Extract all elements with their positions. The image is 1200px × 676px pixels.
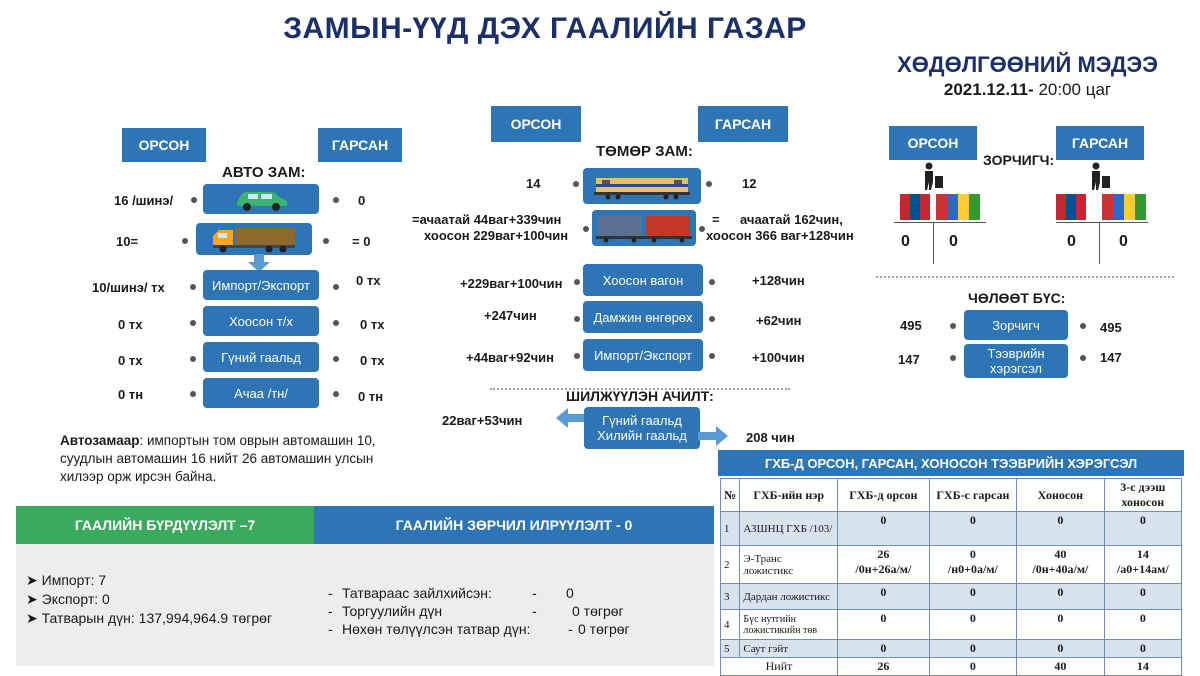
table-title: ГХБ-Д ОРСОН, ГАРСАН, ХОНОСОН ТЭЭВРИЙН ХЭРЭГСЭЛ <box>718 450 1184 476</box>
row-in: 0 <box>838 610 930 640</box>
row-out: 0 <box>929 610 1017 640</box>
table-row <box>721 512 1182 546</box>
road-note-bold: Автозамаар <box>60 433 140 448</box>
pass-out-value: 0 <box>1067 233 1076 250</box>
violation-item-label: Торгуулийн дүн <box>342 603 443 619</box>
violation-item: - Нөхөн төлүүлсэн татвар дүн: - 0 төгрөг <box>328 621 630 637</box>
dot <box>1080 355 1086 361</box>
dot <box>1080 323 1086 329</box>
divider <box>1056 222 1148 223</box>
row-stay <box>1017 546 1105 584</box>
registration-header: ГААЛИЙН БҮРДҮҮЛЭЛТ –7 <box>16 506 314 544</box>
row-over: 0 <box>1104 584 1181 610</box>
dot <box>333 197 339 203</box>
table-header: ГХБ-с гарсан <box>929 479 1017 512</box>
road-out-header: ГАРСАН <box>318 128 402 162</box>
row-name: Дардан ложистикс <box>740 584 838 610</box>
free-row-box: Зорчигч <box>964 310 1068 340</box>
dot <box>574 316 580 322</box>
violation-item-label: Нөхөн төлүүлсэн татвар дүн: <box>342 621 531 637</box>
row-stay-value: 40 <box>1054 547 1067 561</box>
transfer-box-line2: Хилийн гаальд <box>597 428 687 443</box>
table-row <box>721 546 1182 584</box>
row-over: 0 <box>1104 640 1181 658</box>
dot <box>573 181 579 187</box>
pass-out-header: ГАРСАН <box>1056 126 1144 160</box>
road-note-text: : импортын том оврын автомашин 10, суудлын автомашин 16 нийт 26 автомашин улсын хилээр орж ирсэн байна. <box>60 433 376 484</box>
violation-item-value: 0 төгрөг <box>572 603 624 619</box>
loco-box <box>583 168 701 204</box>
table-header: Хоносон <box>1017 479 1105 512</box>
rail-row-in: +229ваг+100чин <box>460 276 563 291</box>
row-in: 0 <box>838 584 930 610</box>
wagon-box <box>592 210 696 246</box>
arrow-right-icon <box>698 424 728 448</box>
row-stay: 0 <box>1017 512 1105 546</box>
registration-item: ➤ Импорт: 7 <box>26 572 107 588</box>
row-stay: 0 <box>1017 640 1105 658</box>
row-in: 0 <box>838 640 930 658</box>
vehicles-table <box>720 478 1182 676</box>
news-title: ХӨДӨЛГӨӨНИЙ МЭДЭЭ <box>897 52 1158 77</box>
dot <box>709 353 715 359</box>
violation-item-value: 0 төгрөг <box>578 621 630 637</box>
row-over-value: 14 <box>1136 547 1149 561</box>
dot <box>333 320 339 326</box>
rail-row-out: +128чин <box>752 273 805 288</box>
dot <box>333 284 339 290</box>
road-row-box: Гүний гаальд <box>203 342 319 372</box>
transfer-left: 22ваг+53чин <box>442 413 523 428</box>
truck-icon <box>209 225 299 253</box>
violation-item: - Татвараас зайлхийсэн: - 0 <box>328 585 574 601</box>
table-header: № <box>721 479 740 512</box>
transfer-title: ШИЛЖҮҮЛЭН АЧИЛТ: <box>566 388 714 404</box>
divider <box>933 222 934 264</box>
rail-out-header: ГАРСАН <box>698 106 788 142</box>
arrow-left-icon <box>556 406 586 442</box>
row-stay: 0 <box>1017 610 1105 640</box>
row-name: АЗШНЦ ГХБ /103/ <box>740 512 838 546</box>
page-title: ЗАМЫН-ҮҮД ДЭХ ГААЛИЙН ГАЗАР <box>283 12 807 45</box>
violation-item: - Торгуулийн дүн - 0 төгрөг <box>328 603 624 619</box>
passenger-label: ЗОРЧИГЧ: <box>983 152 1055 168</box>
violation-item-label: Татвараас зайлхийсэн: <box>342 585 492 601</box>
pass-in-header: ОРСОН <box>889 126 977 160</box>
rail-row-in: +247чин <box>484 308 537 323</box>
row-out: 0 <box>929 640 1017 658</box>
dot <box>323 238 329 244</box>
road-row-box: Импорт/Экспорт <box>203 270 319 300</box>
divider <box>894 222 986 223</box>
rail-wagons-in-2: хоосон 229ваг+100чин <box>424 228 569 243</box>
free-zone-title: ЧӨЛӨӨТ БҮС: <box>968 290 1066 306</box>
rail-title: ТӨМӨР ЗАМ: <box>596 143 693 160</box>
row-in-sub: /0н+26а/м/ <box>855 562 912 576</box>
violation-item-value: 0 <box>566 585 574 601</box>
car-box <box>203 184 319 214</box>
dot <box>699 226 705 232</box>
road-trucks-out: = 0 <box>352 234 371 249</box>
registration-panel <box>16 544 314 666</box>
row-no: 1 <box>721 512 740 546</box>
traveler-icon <box>919 162 945 190</box>
world-flags-icon <box>936 194 980 220</box>
table-header: ГХБ-ийн нэр <box>740 479 838 512</box>
news-date <box>860 80 1195 100</box>
dot <box>950 355 956 361</box>
road-row-out: 0 тх <box>360 353 385 368</box>
row-over-sub: /а0+14ам/ <box>1116 562 1169 576</box>
table-row <box>721 584 1182 610</box>
road-row-box: Ачаа /тн/ <box>203 378 319 408</box>
road-row-in: 0 тх <box>118 317 143 332</box>
road-note <box>60 432 400 486</box>
road-row-out: 0 тн <box>358 389 384 404</box>
row-stay: 0 <box>1017 584 1105 610</box>
row-out: 0 <box>929 584 1017 610</box>
table-total-row <box>721 658 1182 676</box>
row-out: 0 <box>929 512 1017 546</box>
total-in: 26 <box>838 658 930 676</box>
road-row-in: 0 тн <box>118 387 144 402</box>
road-row-out: 0 тх <box>356 273 381 288</box>
total-label: Нийт <box>721 658 838 676</box>
registration-item-text: Импорт: 7 <box>41 572 107 588</box>
table-header: ГХБ-д орсон <box>838 479 930 512</box>
world-flags-icon <box>1102 194 1146 220</box>
rail-loco-out: 12 <box>742 176 757 191</box>
row-over <box>1104 546 1181 584</box>
violation-header: ГААЛИЙН ЗӨРЧИЛ ИЛРҮҮЛЭЛТ - 0 <box>314 506 714 544</box>
dot <box>190 391 196 397</box>
news-date-value: 2021.12.11- <box>943 80 1034 99</box>
dot <box>709 279 715 285</box>
row-out <box>929 546 1017 584</box>
row-no: 3 <box>721 584 740 610</box>
dot <box>950 323 956 329</box>
total-out: 0 <box>929 658 1017 676</box>
pass-out-value: 0 <box>1119 233 1128 250</box>
dot <box>190 284 196 290</box>
road-title: АВТО ЗАМ: <box>222 164 306 181</box>
rail-row-box: Хоосон вагон <box>583 264 703 296</box>
pass-in-value: 0 <box>949 233 958 250</box>
news-time-value: 20:00 цаг <box>1038 80 1112 99</box>
registration-item-text: Экспорт: 0 <box>41 591 110 607</box>
row-in-value: 26 <box>877 547 890 561</box>
row-name: Саут гэйт <box>740 640 838 658</box>
free-row-out: 495 <box>1100 320 1122 335</box>
dot <box>191 197 197 203</box>
free-row-box: Тээврийн хэрэгсэл <box>964 344 1068 378</box>
locomotive-icon <box>590 172 694 200</box>
registration-item: ➤ Татварын дүн: 137,994,964.9 төгрөг <box>26 610 273 626</box>
pass-in-value: 0 <box>901 233 910 250</box>
row-no: 5 <box>721 640 740 658</box>
rail-row-box: Дамжин өнгөрөх <box>583 301 703 333</box>
road-row-in: 10/шинэ/ тх <box>92 280 165 295</box>
row-name: Э-Транс ложистикс <box>740 546 838 584</box>
rail-wagons-out-eq: = <box>712 212 720 227</box>
car-icon <box>231 186 291 212</box>
violation-panel <box>314 544 714 666</box>
row-out-value: 0 <box>969 547 976 561</box>
road-row-out: 0 тх <box>360 317 385 332</box>
road-cars-out: 0 <box>358 193 366 208</box>
rail-wagons-out-2: хоосон 366 ваг+128чин <box>706 228 854 243</box>
rail-row-box: Импорт/Экспорт <box>583 339 703 371</box>
row-out-sub: /н0+0а/м/ <box>947 562 998 576</box>
rail-row-out: +100чин <box>752 350 805 365</box>
dot <box>333 391 339 397</box>
registration-item-text: Татварын дүн: 137,994,964.9 төгрөг <box>41 610 273 626</box>
row-name: Бүс нутгийн ложистикийн төв <box>740 610 838 640</box>
road-cars-in: 16 /шинэ/ <box>114 193 174 208</box>
transfer-box-line1: Гүний гаальд <box>602 413 682 428</box>
row-no: 4 <box>721 610 740 640</box>
divider <box>876 276 1174 278</box>
free-row-in: 495 <box>900 318 922 333</box>
table-header: 3-с дээш хоносон <box>1104 479 1181 512</box>
free-row-in: 147 <box>898 352 920 367</box>
dot <box>574 279 580 285</box>
row-over: 0 <box>1104 512 1181 546</box>
dot <box>190 356 196 362</box>
transfer-right: 208 чин <box>746 430 795 445</box>
wagon-icon <box>596 213 692 243</box>
dot <box>709 316 715 322</box>
transfer-box <box>584 407 700 449</box>
dot <box>706 181 712 187</box>
dot <box>574 353 580 359</box>
truck-box <box>196 223 312 255</box>
traveler-icon <box>1086 162 1112 190</box>
rail-loco-in: 14 <box>526 176 541 191</box>
row-over: 0 <box>1104 610 1181 640</box>
dot <box>333 356 339 362</box>
road-row-box: Хоосон т/х <box>203 306 319 336</box>
rail-wagons-in-1: =ачаатай 44ваг+339чин <box>412 212 562 227</box>
road-in-header: ОРСОН <box>122 128 206 162</box>
rail-row-in: +44ваг+92чин <box>466 350 554 365</box>
free-row-out: 147 <box>1100 350 1122 365</box>
mongolia-flag-icon <box>900 194 930 220</box>
road-trucks-in: 10= <box>116 234 139 249</box>
registration-item: ➤ Экспорт: 0 <box>26 591 110 607</box>
dot <box>190 320 196 326</box>
row-in: 0 <box>838 512 930 546</box>
row-stay-sub: /0н+40а/м/ <box>1032 562 1089 576</box>
rail-row-out: +62чин <box>756 313 802 328</box>
rail-wagons-out-1: ачаатай 162чин, <box>740 212 843 227</box>
dot <box>583 226 589 232</box>
row-no: 2 <box>721 546 740 584</box>
dot <box>182 238 188 244</box>
divider <box>1099 222 1100 264</box>
road-row-in: 0 тх <box>118 353 143 368</box>
row-in <box>838 546 930 584</box>
table-row <box>721 640 1182 658</box>
table-row <box>721 610 1182 640</box>
mongolia-flag-icon <box>1056 194 1086 220</box>
total-stay: 40 <box>1017 658 1105 676</box>
rail-in-header: ОРСОН <box>491 106 581 142</box>
total-over: 14 <box>1104 658 1181 676</box>
